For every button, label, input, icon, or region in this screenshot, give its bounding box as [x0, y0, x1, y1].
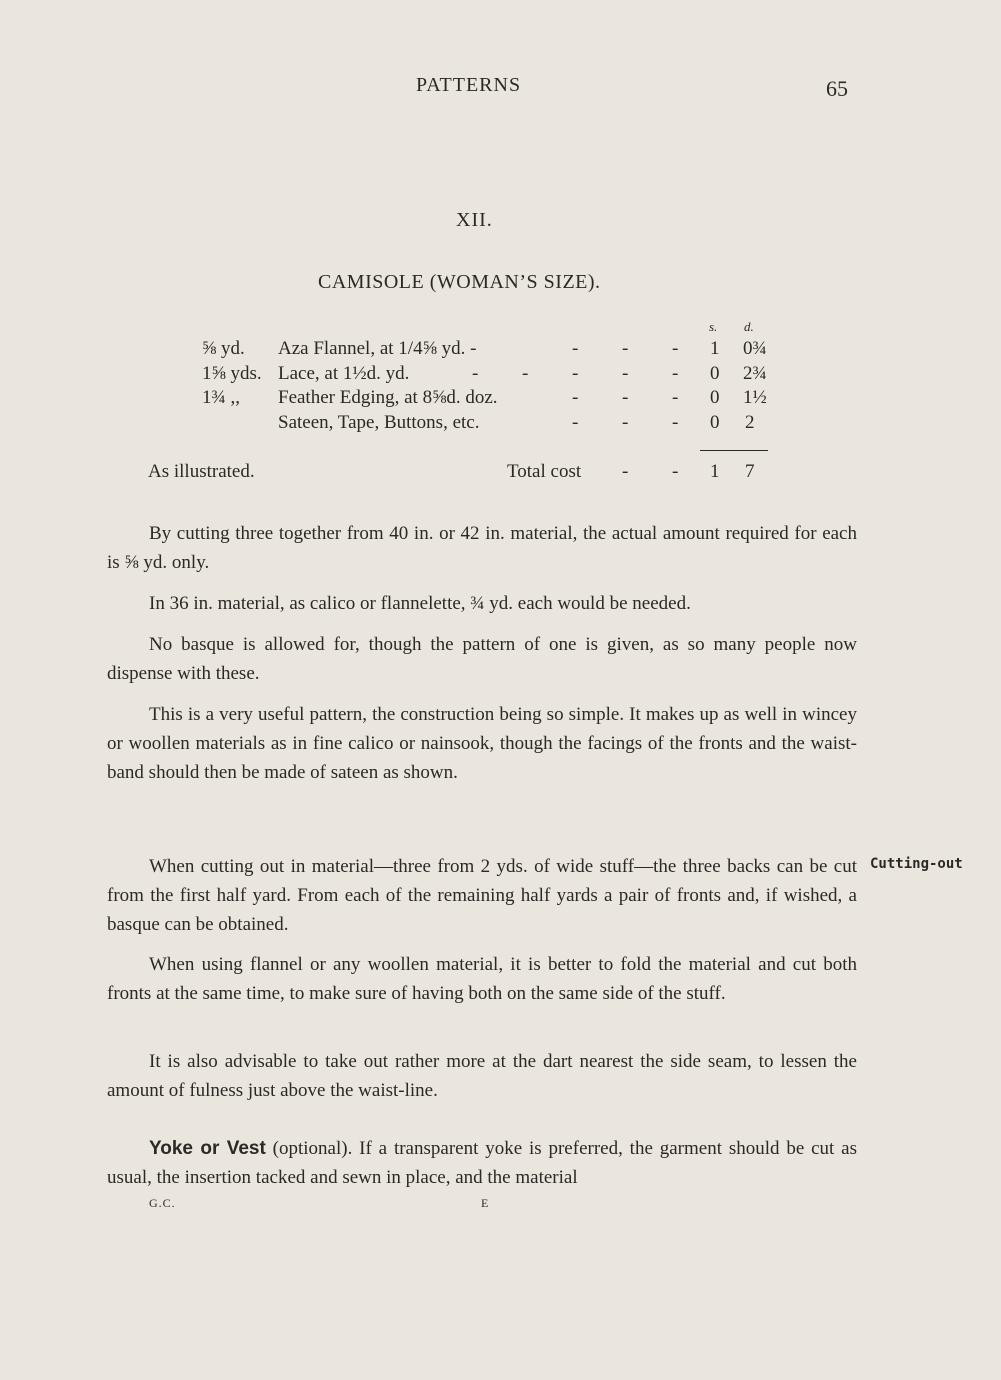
leader: - — [472, 363, 479, 384]
paragraph — [107, 852, 857, 939]
paragraph-text: When cutting out in material—three from 2 yds. of wide stuff—the three backs can be cut from the first half yard. From each of the remaining half yards a pair of fronts and, if wished, a basque can be obtained. — [107, 856, 857, 935]
leader: - — [672, 461, 679, 482]
total-rule — [700, 450, 768, 451]
paragraph-text: By cutting three together from 40 in. or 42 in. material, the actual amount required for each is ⅝ yd. only. — [107, 523, 857, 573]
leader: - — [672, 387, 679, 408]
row-shillings: 0 — [710, 412, 720, 433]
row-qty: 1¾ ,, — [202, 387, 240, 408]
row-pence: 2 — [745, 412, 755, 433]
paragraph-text: When using flannel or any woollen material, it is better to fold the material and cut both fronts at the same time, to make sure of having both on the same side of the stuff. — [107, 954, 857, 1004]
row-pence: 2¾ — [743, 363, 767, 384]
row-pence: 0¾ — [743, 338, 767, 359]
marginal-note: Cutting-out — [870, 856, 963, 872]
leader: - — [622, 338, 629, 359]
row-pence: 1½ — [743, 387, 767, 408]
leader: - — [672, 338, 679, 359]
leader: - — [622, 461, 629, 482]
row-shillings: 0 — [710, 363, 720, 384]
leader: - — [622, 412, 629, 433]
row-item: Aza Flannel, at 1/4⅝ yd. - — [278, 338, 477, 359]
leader: - — [522, 363, 529, 384]
leader: - — [572, 387, 579, 408]
footer-signature-letter: E — [481, 1196, 490, 1210]
leader: - — [672, 412, 679, 433]
paragraph — [107, 700, 857, 787]
leader: - — [572, 363, 579, 384]
leader: - — [572, 412, 579, 433]
row-item: Feather Edging, at 8⅝d. doz. — [278, 387, 498, 408]
yoke-heading: Yoke or Vest — [149, 1138, 266, 1159]
as-illustrated: As illustrated. — [148, 461, 255, 482]
row-qty: 1⅝ yds. — [202, 363, 262, 384]
total-label: Total cost — [507, 461, 582, 482]
paragraph — [107, 1047, 857, 1105]
paragraph-text: It is also advisable to take out rather more at the dart nearest the side seam, to lessen the amount of fulness just above the waist-line. — [107, 1051, 857, 1101]
total-pence: 7 — [745, 461, 755, 482]
paragraph — [107, 630, 857, 688]
row-shillings: 1 — [710, 338, 720, 359]
paragraph-text: In 36 in. material, as calico or flannelette, ¾ yd. each would be needed. — [149, 593, 691, 614]
paragraph — [107, 519, 857, 577]
leader: - — [622, 363, 629, 384]
leader: - — [572, 338, 579, 359]
footer-signature: G.C. — [149, 1196, 176, 1210]
leader: - — [672, 363, 679, 384]
row-qty: ⅝ yd. — [202, 338, 245, 359]
paragraph-text: No basque is allowed for, though the pattern of one is given, as so many people now dispense with these. — [107, 634, 857, 684]
row-shillings: 0 — [710, 387, 720, 408]
paragraph-yoke — [107, 1134, 857, 1192]
paragraph — [107, 1134, 857, 1192]
paragraph — [107, 950, 857, 1008]
paragraph — [107, 589, 857, 618]
row-item: Sateen, Tape, Buttons, etc. — [278, 412, 480, 433]
leader: - — [622, 387, 629, 408]
total-shillings: 1 — [710, 461, 720, 482]
paragraph-text: This is a very useful pattern, the construction being so simple. It makes up as well in wincey or woollen materials as in fine calico or nainsook, though the facings of the fronts and the waist-band should then be made of sateen as shown. — [107, 704, 857, 783]
col-s-header: s. — [709, 319, 718, 334]
row-item: Lace, at 1½d. yd. — [278, 363, 410, 384]
paragraph-text: (optional). If a transparent yoke is preferred, the garment should be cut as usual, the insertion tacked and sewn in place, and the material — [107, 1138, 857, 1188]
section-title: CAMISOLE (WOMAN’S SIZE). — [318, 271, 601, 293]
section-number: XII. — [456, 209, 493, 231]
page-number: 65 — [826, 76, 848, 101]
running-head: PATTERNS — [416, 74, 522, 96]
col-d-header: d. — [744, 319, 754, 334]
